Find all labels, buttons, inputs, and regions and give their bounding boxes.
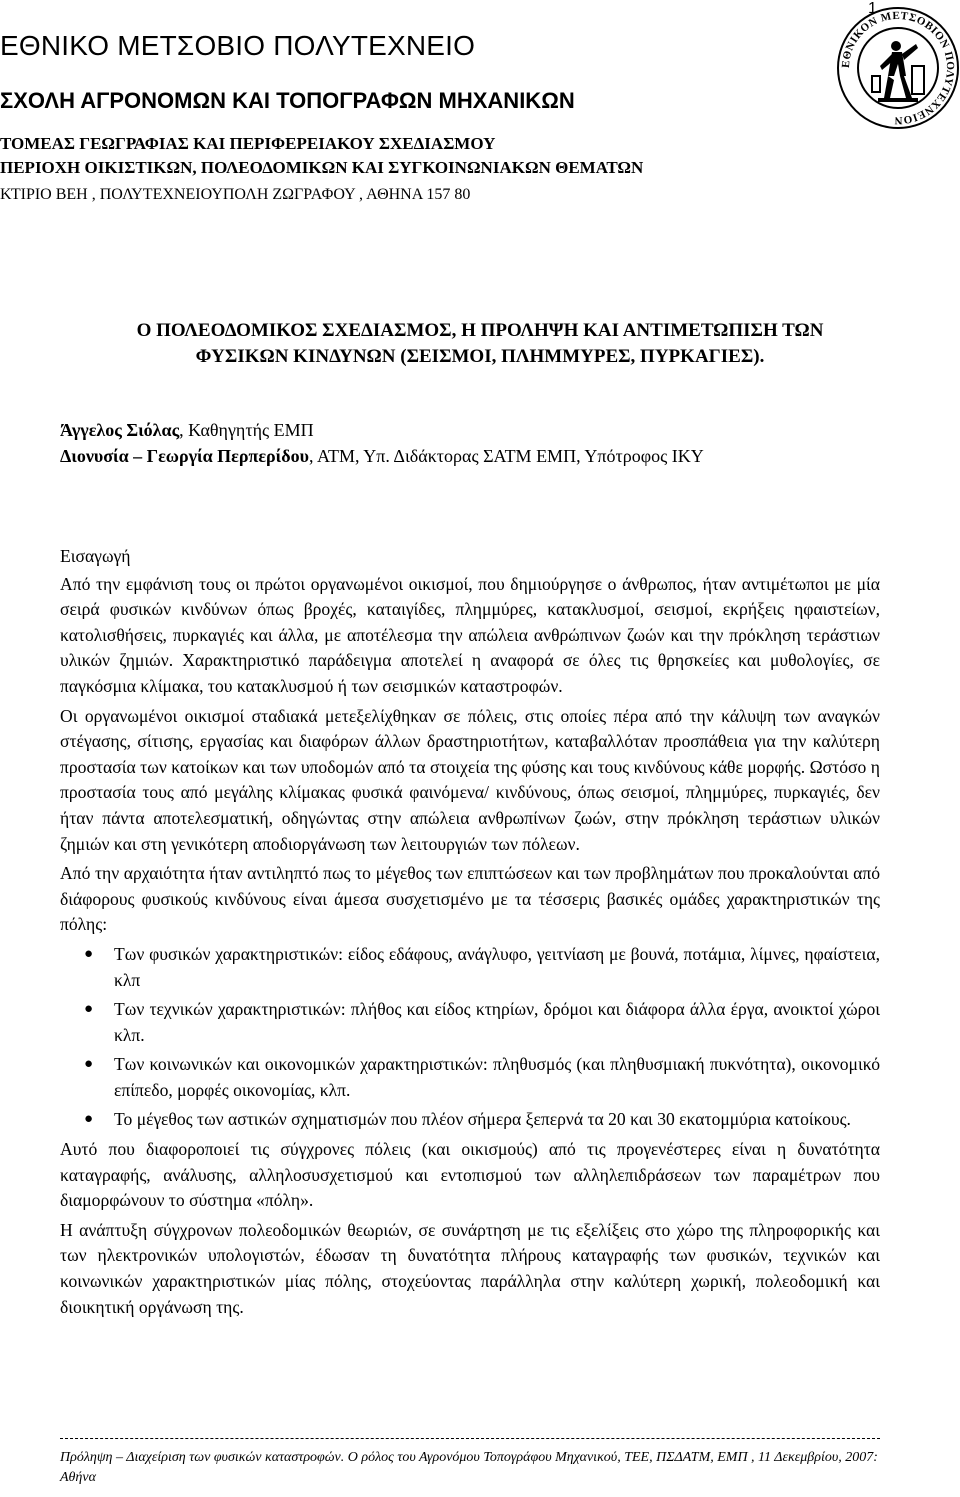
paragraph-3: Από την αρχαιότητα ήταν αντιληπτό πως το μέγεθος των επιπτώσεων και των προβλημάτων που προκαλούνται από διάφορους φυσικούς κινδύνους είναι άμεσα συσχετισμένο με τα τέσσερις βασικές ομάδες χαρακτηριστικών της πόλης: (60, 863, 880, 935)
footer-divider (60, 1438, 880, 1439)
bullet-icon: ● (84, 945, 94, 962)
list-item (84, 1107, 880, 1133)
author-1-role: , Καθηγητής ΕΜΠ (179, 420, 314, 440)
author-1-name: Άγγελος Σιόλας (60, 420, 180, 440)
university-title: ΕΘΝΙΚΟ ΜΕΤΣΟΒΙΟ ΠΟΛΥΤΕΧΝΕΙΟ (0, 30, 476, 61)
paragraph-2: Οι οργανωμένοι οικισμοί σταδιακά μετεξελίχθηκαν σε πόλεις, στις οποίες πέρα από την κάλυψη των αναγκών στέγασης, σίτισης, εργασίας και διαφόρων άλλων δραστηριοτήτων, καταβαλλόταν προσπάθεια για την καλύτερη προστασία των κατοίκων και των υποδομών από τα στοιχεία της φύσης και τους κινδύνους κάθε μορφής. Ωστόσο η προστασία τους από μεγάλης κλίμακας φυσικά φαινόμενα/ κινδύνους, όπως σεισμοί, πλημμύρες, πυρκαγιές, δεν ήταν πάντα αποτελεσματική, οδηγώντας στην απώλεια ανθρωπίνων ζωών, στην πρόκληση τεράστιων υλικών ζημιών και στη γενικότερη αποδιοργάνωση των λειτουργιών των πόλεων. (60, 705, 880, 854)
author-1 (60, 420, 314, 441)
bullet-icon: ● (84, 1001, 94, 1018)
list-item-text: Των τεχνικών χαρακτηριστικών: πλήθος και είδος κτηρίων, δρόμοι και διάφορα άλλα έργα, ανοικτοί χώροι κλπ. (114, 999, 880, 1045)
ntua-seal-icon (836, 6, 960, 130)
author-2-name: Διονυσία – Γεωργία Περπερίδου (60, 446, 309, 466)
footer-text: Πρόληψη – Διαχείριση των φυσικών καταστροφών. Ο ρόλος του Αγρονόμου Τοπογράφου Μηχανικού, ΤΕΕ, ΠΣΔΑΤΜ, ΕΜΠ , 11 Δεκεμβρίου, 2007: Αθήνα (60, 1450, 878, 1485)
address: ΚΤΙΡΙΟ ΒΕΗ , ΠΟΛΥΤΕΧΝΕΙΟΥΠΟΛΗ ΖΩΓΡΑΦΟΥ , ΑΘΗΝΑ 157 80 (0, 186, 471, 203)
list-item-text: Το μέγεθος των αστικών σχηματισμών που πλέον σήμερα ξεπερνά τα 20 και 30 εκατομμύρια κατοίκους. (114, 1109, 851, 1130)
section-heading: Εισαγωγή (60, 546, 131, 566)
paragraph-5: Η ανάπτυξη σύγχρονων πολεοδομικών θεωριών, σε συνάρτηση με τις εξελίξεις στο χώρο της πληροφορικής και των ηλεκτρονικών υπολογιστών, έδωσαν τη δυνατότητα πλήρους καταγραφής των φυσικών, τεχνικών και κοινωνικών χαρακτηριστικών μίας πόλης, στοχεύοντας παράλληλα στην καλύτερη χωρική, πολεοδομική και διοικητική οργάνωση της. (60, 1219, 880, 1317)
characteristics-list (60, 942, 880, 1133)
paragraph-4: Αυτό που διαφοροποιεί τις σύγχρονες πόλεις (και οικισμούς) από τις προγενέστερες είναι η δυνατότητα καταγραφής, ανάλυσης, αλληλοσυσχετισμού και εντοπισμού των αλληλεπιδράσεων των παραμέτρων που διαμορφώνουν το σύστημα «πόλη». (60, 1139, 880, 1211)
paper-title-line-1: Ο ΠΟΛΕΟΔΟΜΙΚΟΣ ΣΧΕΔΙΑΣΜΟΣ, Η ΠΡΟΛΗΨΗ ΚΑΙ ΑΝΤΙΜΕΤΩΠΙΣΗ ΤΩΝ (136, 320, 824, 341)
paper-title (0, 318, 960, 370)
author-2-role: , ΑΤΜ, Υπ. Διδάκτορας ΣΑΤΜ ΕΜΠ, Υπότροφος ΙΚΥ (308, 446, 704, 466)
list-item (84, 1052, 880, 1103)
list-item-text: Των φυσικών χαρακτηριστικών: είδος εδάφους, ανάγλυφο, γειτνίαση με βουνά, ποτάμια, λίμνες, ηφαίστεια, κλπ (114, 943, 880, 990)
paper-title-line-2: ΦΥΣΙΚΩΝ ΚΙΝΔΥΝΩΝ (ΣΕΙΣΜΟΙ, ΠΛΗΜΜΥΡΕΣ, ΠΥΡΚΑΓΙΕΣ). (195, 346, 765, 367)
department-line-2: ΠΕΡΙΟΧΗ ΟΙΚΙΣΤΙΚΩΝ, ΠΟΛΕΟΔΟΜΙΚΩΝ ΚΑΙ ΣΥΓΚΟΙΝΩΝΙΑΚΩΝ ΘΕΜΑΤΩΝ (0, 158, 644, 177)
author-2 (60, 446, 704, 467)
list-item (84, 942, 880, 993)
list-item-text: Των κοινωνικών και οικονομικών χαρακτηριστικών: πληθυσμός (και πληθυσμιακή πυκνότητα), οικονομικό επίπεδο, μορφές οικονομίας, κλπ. (114, 1054, 880, 1100)
body-text (60, 544, 880, 1324)
page-number: 1 (868, 0, 877, 17)
bullet-icon: ● (84, 1111, 94, 1128)
paragraph-1: Από την εμφάνιση τους οι πρώτοι οργανωμένοι οικισμοί, που δημιούργησε ο άνθρωπος, ήταν αντιμέτωποι με μία σειρά φυσικών κινδύνων όπως βροχές, καταιγίδες, πλημμύρες, κατακλυσμοί, σεισμοί, εκρήξεις ηφαιστείων, κατολισθήσεις, πυρκαγιές και άλλα, με αποτέλεσμα την απώλεια ανθρώπινων ζωών και την πρόκληση τεράστιων υλικών ζημιών. Χαρακτηριστικό παράδειγμα αποτελεί η αναφορά σε όλες τις θρησκείες και μυθολογίες, σε παγκόσμια κλίμακα, του κατακλυσμού ή των σεισμικών καταστροφών. (60, 573, 880, 696)
list-item (84, 997, 880, 1048)
seal-text: ΕΘΝΙΚΟΝ ΜΕΤΣΟΒΙΟΝ ΠΟΛΥΤΕΧΝΕΙΟΝ (839, 9, 957, 127)
bullet-icon: ● (84, 1056, 94, 1073)
school-title: ΣΧΟΛΗ ΑΓΡΟΝΟΜΩΝ ΚΑΙ ΤΟΠΟΓΡΑΦΩΝ ΜΗΧΑΝΙΚΩΝ (0, 88, 575, 113)
department-line-1: ΤΟΜΕΑΣ ΓΕΩΓΡΑΦΙΑΣ ΚΑΙ ΠΕΡΙΦΕΡΕΙΑΚΟΥ ΣΧΕΔΙΑΣΜΟΥ (0, 134, 496, 153)
